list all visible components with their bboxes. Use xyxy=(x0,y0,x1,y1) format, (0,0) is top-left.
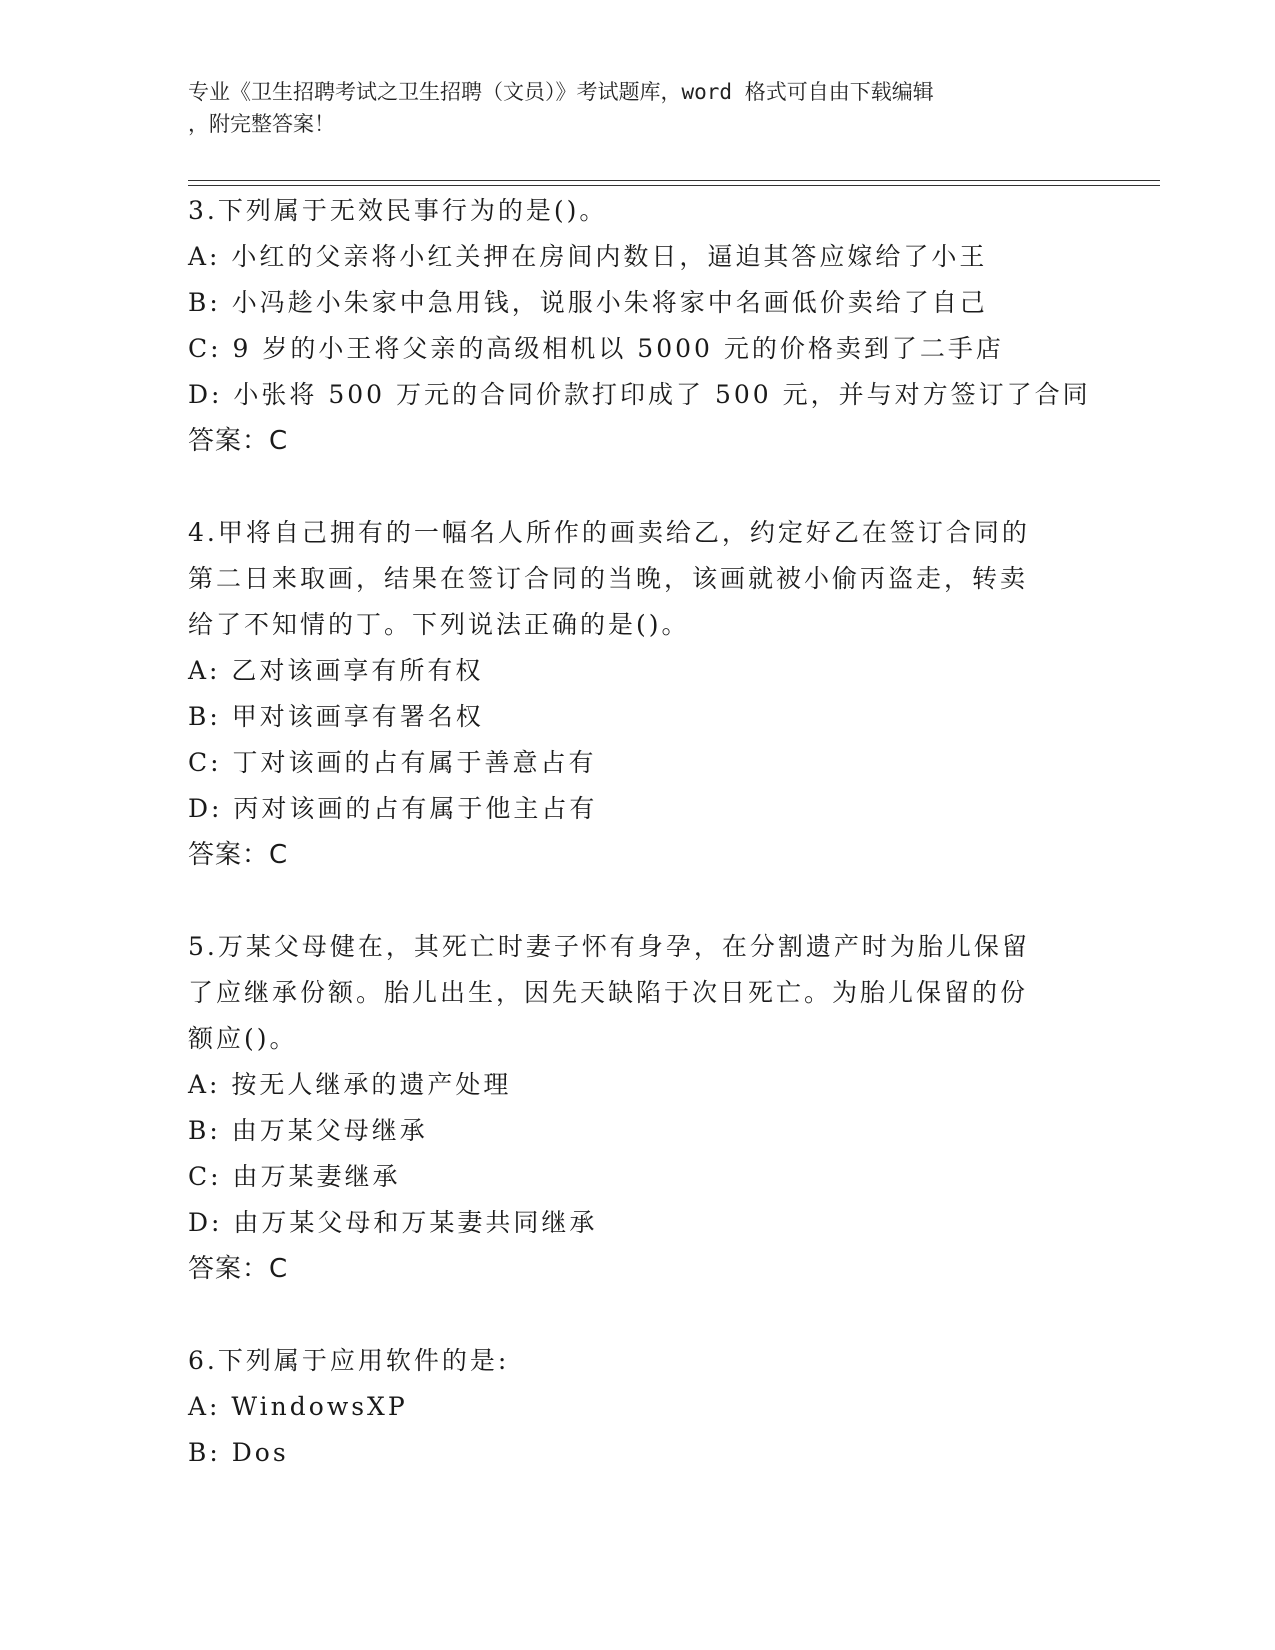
option-b: B: 由万某父母继承 xyxy=(188,1116,428,1145)
question-stem: 额应()。 xyxy=(188,1024,298,1053)
question-stem: 6.下列属于应用软件的是: xyxy=(188,1346,510,1375)
question-stem: 4.甲将自己拥有的一幅名人所作的画卖给乙，约定好乙在签订合同的 xyxy=(188,518,1030,547)
header-line-1: 专业《卫生招聘考试之卫生招聘（文员）》考试题库，word 格式可自由下载编辑 xyxy=(188,80,934,104)
question-stem: 给了不知情的丁。下列说法正确的是()。 xyxy=(188,610,690,639)
answer-line: 答案：C xyxy=(188,1254,289,1284)
question-spacer xyxy=(188,464,1088,510)
question-spacer xyxy=(188,1292,1088,1338)
question-list xyxy=(188,188,1091,1476)
option-c: C: 丁对该画的占有属于善意占有 xyxy=(188,748,597,777)
question-4 xyxy=(188,510,1088,878)
question-3 xyxy=(188,188,1091,464)
question-6 xyxy=(188,1338,1088,1476)
option-a: A: 按无人继承的遗产处理 xyxy=(188,1070,512,1099)
option-b: B: 小冯趁小朱家中急用钱，说服小朱将家中名画低价卖给了自己 xyxy=(188,288,988,317)
header-divider-bottom xyxy=(188,185,1160,186)
answer-line: 答案：C xyxy=(188,840,289,870)
question-stem: 3.下列属于无效民事行为的是()。 xyxy=(188,196,608,225)
question-stem: 第二日来取画，结果在签订合同的当晚，该画就被小偷丙盗走，转卖 xyxy=(188,564,1029,593)
option-c: C: 由万某妻继承 xyxy=(188,1162,401,1191)
header-line-2: ，附完整答案！ xyxy=(188,112,335,136)
option-a: A: 小红的父亲将小红关押在房间内数日，逼迫其答应嫁给了小王 xyxy=(188,242,988,271)
answer-line: 答案：C xyxy=(188,426,289,456)
question-spacer xyxy=(188,878,1088,924)
document-header xyxy=(188,76,1068,140)
option-d: D: 丙对该画的占有属于他主占有 xyxy=(188,794,598,823)
option-d: D: 小张将 500 万元的合同价款打印成了 500 元，并与对方签订了合同 xyxy=(188,380,1091,409)
option-b: B: Dos xyxy=(188,1438,289,1467)
option-b: B: 甲对该画享有署名权 xyxy=(188,702,484,731)
header-divider-top xyxy=(188,180,1160,181)
option-a: A: WindowsXP xyxy=(188,1392,408,1421)
question-stem: 5.万某父母健在，其死亡时妻子怀有身孕，在分割遗产时为胎儿保留 xyxy=(188,932,1030,961)
option-a: A: 乙对该画享有所有权 xyxy=(188,656,484,685)
option-d: D: 由万某父母和万某妻共同继承 xyxy=(188,1208,598,1237)
question-stem: 了应继承份额。胎儿出生，因先天缺陷于次日死亡。为胎儿保留的份 xyxy=(188,978,1029,1007)
option-c: C: 9 岁的小王将父亲的高级相机以 5000 元的价格卖到了二手店 xyxy=(188,334,1004,363)
question-5 xyxy=(188,924,1088,1292)
